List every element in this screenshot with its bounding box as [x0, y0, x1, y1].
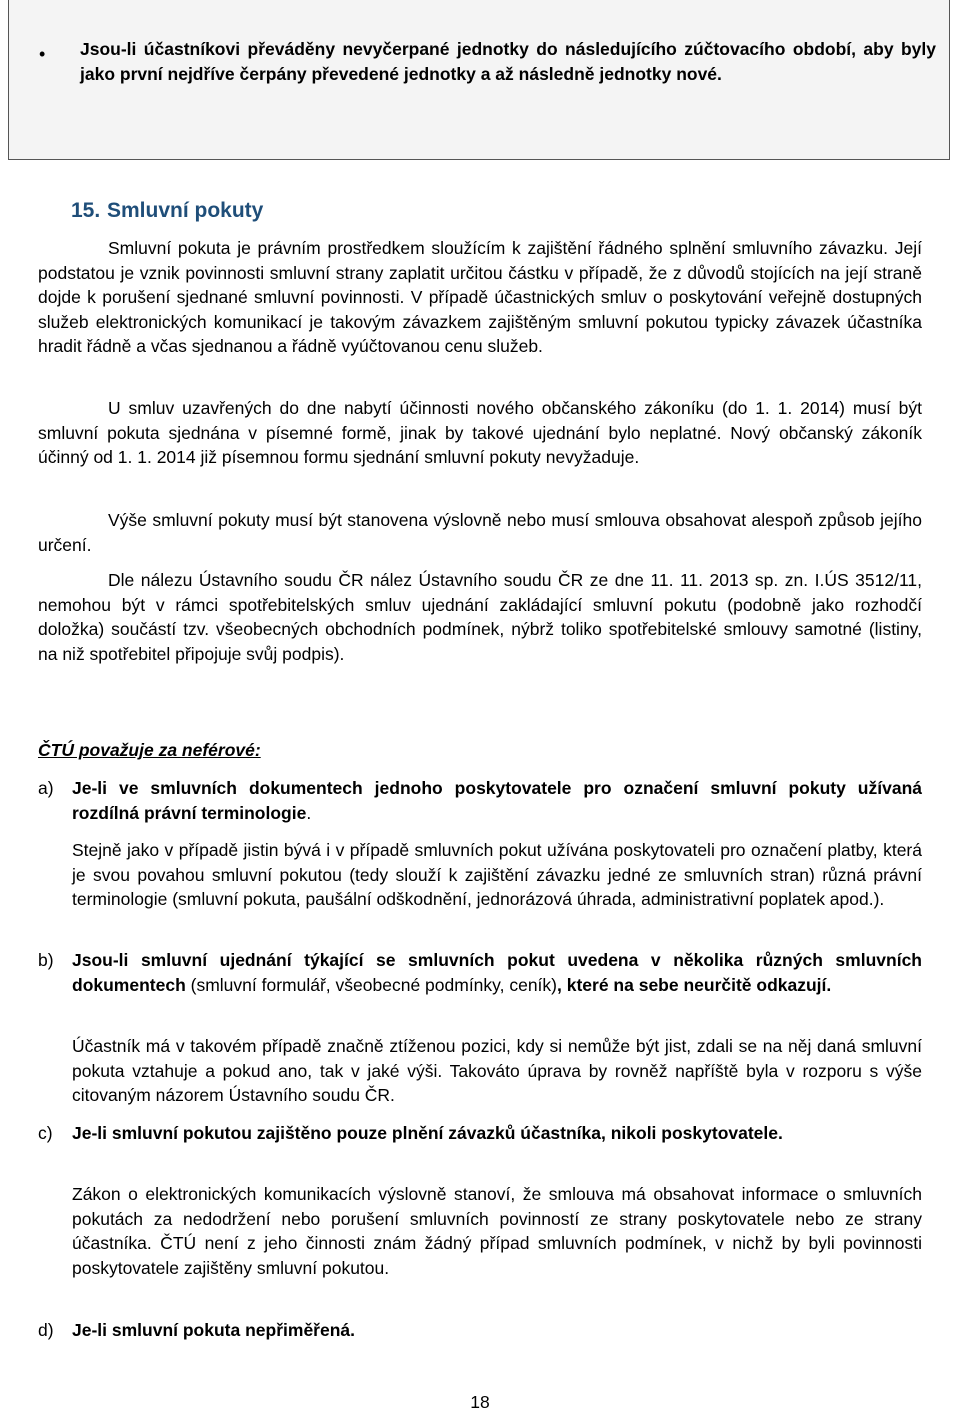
paragraph-4: Dle nálezu Ústavního soudu ČR nález Ústavního soudu ČR ze dne 11. 11. 2013 sp. zn. I.ÚS 3512/11, nemohou být v rámci spotřebitelských smluv ujednání zakládající smluvní pokutu (podobně jako rozhodčí doložka) součástí tzv. všeobecných obchodních podmínek, nýbrž toliko spotřebitelské smlouvy samotné (listiny, na niž spotřebitel připojuje svůj podpis). — [38, 570, 922, 664]
item-mark: b) — [38, 950, 54, 970]
item-heading-bold: Je-li ve smluvních dokumentech jednoho poskytovatele pro označení smluvní pokuty užívaná rozdílná právní terminologie — [72, 778, 922, 823]
item-heading — [72, 1318, 922, 1343]
item-c-text: Zákon o elektronických komunikacích výslovně stanoví, že smlouva má obsahovat informace o smluvních pokutách za nedodržení nebo porušení smluvních povinností ze strany poskytovatele nebo ze strany účastníka. ČTÚ není z jeho činnosti znám žádný případ smluvních podmínek, v nichž by byli povinnosti poskytovatele zajištěny smluvní pokutou. — [72, 1184, 922, 1278]
list-item-c — [38, 1121, 922, 1146]
item-heading-bold: Jsou-li smluvní ujednání týkající se smluvních pokut uvedena v několika různých smluvních dokumentech — [72, 950, 922, 995]
highlight-box — [8, 0, 950, 160]
ctu-heading: ČTÚ považuje za neférové: — [38, 740, 261, 760]
paragraph-2: U smluv uzavřených do dne nabytí účinnosti nového občanského zákoníku (do 1. 1. 2014) musí být smluvní pokuta sjednána v písemné formě, jinak by takové ujednání bylo neplatné. Nový občanský zákoník účinný od 1. 1. 2014 již písemnou formu sjednání smluvní pokuty nevyžaduje. — [38, 398, 922, 467]
section-heading — [71, 198, 263, 224]
item-mark: c) — [38, 1123, 53, 1143]
paragraph-1: Smluvní pokuta je právním prostředkem sloužícím k zajištění řádného splnění smluvního závazku. Její podstatou je vznik povinnosti smluvní strany zaplatit určitou částku v případě, že z důvodů stojících na její straně dojde k porušení sjednané smluvní povinnosti. V případě účastnických smluv o poskytování veřejně dostupných služeb elektronických komunikací je takovým závazkem zajištěným smluvní pokutou typicky závazek účastníka hradit řádně a včas sjednanou a řádně vyúčtovanou cenu služeb. — [38, 238, 922, 356]
list-item-d — [38, 1318, 922, 1343]
item-heading — [72, 1121, 922, 1146]
box-text: Jsou-li účastníkovi převáděny nevyčerpané jednotky do následujícího zúčtovacího období, aby byly jako první nejdříve čerpány převedené jednotky a až následně jednotky nové. — [80, 39, 936, 84]
item-heading — [72, 776, 922, 825]
item-heading-bold: Je-li smluvní pokutou zajištěno pouze plnění závazků účastníka, nikoli poskytovatele. — [72, 1123, 783, 1143]
item-heading-bold: Je-li smluvní pokuta nepřiměřená. — [72, 1320, 355, 1340]
page-number: 18 — [470, 1392, 490, 1412]
section-number: 15. — [71, 199, 101, 222]
item-heading-normal: (smluvní formulář, všeobecné podmínky, ceník) — [185, 974, 557, 995]
item-heading-bold-tail: , které na sebe neurčitě odkazují. — [557, 974, 832, 995]
item-a-text: Stejně jako v případě jistin bývá i v případě smluvních pokut užívána poskytovateli pro označení platby, která je svou povahou smluvní pokutou (tedy slouží k zajištění závazku jedné ze smluvních stran) různá právní terminologie (smluvní pokuta, paušální odškodnění, jednorázová úhrada, administrativní poplatek apod.). — [72, 840, 922, 909]
list-item-a — [38, 776, 922, 825]
item-heading — [72, 948, 922, 997]
item-b-text: Účastník má v takovém případě značně ztíženou pozici, kdy si nemůže být jist, zdali se na něj daná smluvní pokuta vztahuje a pokud ano, tak v jaké výši. Takováto úprava by rovněž napříště byla v rozporu s výše citovaným názorem Ústavního soudu ČR. — [72, 1036, 922, 1105]
item-mark: d) — [38, 1320, 54, 1340]
paragraph-3: Výše smluvní pokuty musí být stanovena výslovně nebo musí smlouva obsahovat alespoň způsob jejího určení. — [38, 510, 922, 555]
item-heading-tail: . — [306, 802, 312, 823]
bullet-icon: • — [39, 44, 46, 64]
list-item-b — [38, 948, 922, 997]
item-mark: a) — [38, 778, 54, 798]
section-title: Smluvní pokuty — [107, 199, 264, 222]
